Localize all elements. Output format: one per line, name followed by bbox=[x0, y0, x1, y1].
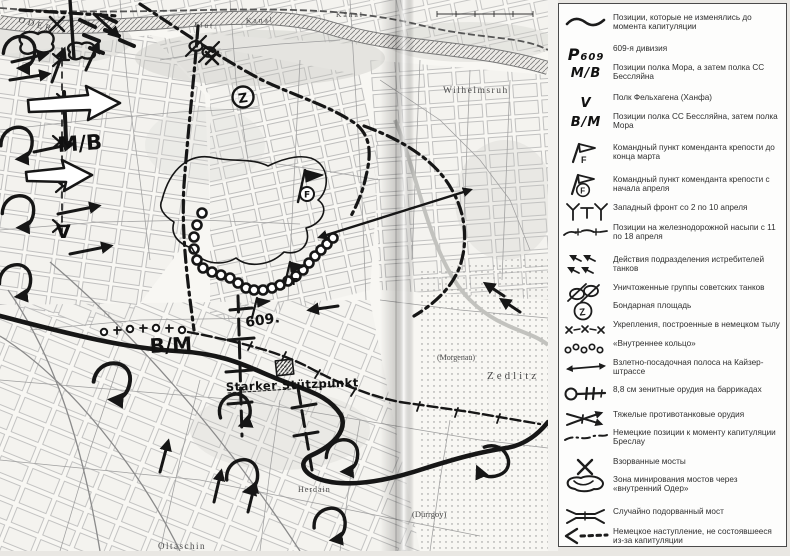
mine-zone-loop-icon bbox=[559, 472, 613, 498]
legend-symbol: Р609 bbox=[567, 44, 605, 64]
map-annotation-stuetzpunkt: Starker Stützpunkt bbox=[225, 375, 359, 394]
legend-label: Тяжелые противотанковые орудия bbox=[613, 410, 745, 419]
map-label-wilhelmsruh: Wilhelmsruh bbox=[443, 86, 509, 96]
legend-item-bessleyn-then-mohr bbox=[559, 109, 786, 135]
handwritten-bm-icon bbox=[559, 109, 613, 135]
small-arrows-icon bbox=[559, 252, 613, 278]
flag-letter: F bbox=[292, 277, 299, 288]
z-letter: Z bbox=[237, 90, 249, 108]
legend-item-railway-embankment bbox=[559, 220, 786, 246]
legend-item-canceled-offensive bbox=[559, 524, 786, 550]
dotted-arrow-icon bbox=[559, 524, 613, 550]
svg-text:F: F bbox=[580, 186, 586, 196]
flag-letter: F bbox=[304, 190, 311, 201]
legend-label: Бондарная площадь bbox=[613, 301, 692, 310]
legend-symbol: M/B bbox=[570, 65, 602, 81]
legend-label: Уничтоженные группы советских танков bbox=[613, 283, 765, 292]
map-label-flut: Flut. bbox=[193, 20, 219, 31]
legend-label: Позиции полка Мора, а затем полка СС Бессляйна bbox=[613, 63, 765, 82]
legend-label: Действия подразделения истребителей танков bbox=[613, 255, 765, 274]
page-margin bbox=[548, 0, 558, 551]
legend-label: Полк Фельхагена (Ханфа) bbox=[613, 93, 712, 102]
legend-label: Позиции полка СС Бессляйна, затем полка Мора bbox=[613, 112, 778, 131]
map-annotation-v: V bbox=[56, 221, 71, 243]
map-label-zedlitz: Zedlitz bbox=[487, 370, 540, 382]
legend-item-mohr-then-bessleyn bbox=[559, 60, 786, 86]
map-label-duerrgoy: (Dürrgoy) bbox=[412, 509, 447, 519]
wavy-line-icon bbox=[559, 10, 613, 36]
map-annotation-mb: M/B bbox=[56, 129, 103, 157]
legend-item-unchanged-positions bbox=[559, 10, 786, 36]
legend-label: Командный пункт коменданта крепости с начала апреля bbox=[613, 175, 770, 194]
double-arrow-icon bbox=[559, 355, 613, 381]
flag-f-circled-icon bbox=[559, 172, 613, 198]
legend-label: 609-я дивизия bbox=[613, 44, 668, 53]
legend-label: Позиции на железнодорожной насыпи с 11 по 18 апреля bbox=[613, 223, 776, 242]
legend-item-command-post-april bbox=[559, 172, 786, 198]
svg-text:Z: Z bbox=[578, 306, 587, 319]
aa-gun-icon bbox=[559, 382, 613, 408]
legend-label: Позиции, которые не изменялись до момента капитуляции bbox=[613, 13, 752, 32]
legend-item-tank-destroyers bbox=[559, 252, 786, 278]
map-label-oder: ODER bbox=[17, 14, 56, 34]
map-annotation-bm: B/M bbox=[149, 331, 193, 358]
legend-symbol: V bbox=[580, 95, 592, 111]
legend-item-command-post-march bbox=[559, 140, 786, 166]
handwritten-mb-icon bbox=[559, 60, 613, 86]
tick-dash-line-icon bbox=[559, 220, 613, 246]
legend-label: Взлетно-посадочная полоса на Кайзер-штрассе bbox=[613, 358, 764, 377]
map-label-oltaschin: Oltaschin bbox=[158, 541, 206, 551]
legend-label: 8,8 см зенитные орудия на баррикадах bbox=[613, 385, 762, 394]
map-annotation-609: 609. bbox=[244, 310, 281, 331]
map-label-kanal: Kanal bbox=[245, 15, 274, 25]
legend-item-mining-zone bbox=[559, 472, 786, 498]
dash-dot-line-icon bbox=[559, 425, 613, 451]
map-label-kanal-2: Kanal bbox=[336, 10, 364, 19]
legend-item-airstrip bbox=[559, 355, 786, 381]
map-label-morgenau: (Morgenau) bbox=[437, 353, 476, 362]
legend-label: Немецкие позиции к моменту капитуляции Бреслау bbox=[613, 428, 776, 447]
legend-label: Зона минирования мостов через «внутренний Одер» bbox=[613, 475, 738, 494]
book-fold bbox=[380, 0, 414, 551]
legend-panel bbox=[558, 3, 787, 547]
svg-text:F: F bbox=[581, 155, 587, 165]
legend-label: Случайно подорванный мост bbox=[613, 507, 724, 516]
bondarnaya-z-marker bbox=[233, 87, 254, 108]
legend-symbol: B/M bbox=[570, 114, 602, 130]
legend-label: Взорванные мосты bbox=[613, 457, 686, 466]
legend-item-aa-guns bbox=[559, 382, 786, 408]
legend-label: Командный пункт коменданта крепости до конца марта bbox=[613, 143, 775, 162]
legend-label: Западный фронт со 2 по 10 апреля bbox=[613, 203, 748, 212]
legend-label: Немецкое наступление, не состоявшееся из-за капитуляции bbox=[613, 527, 772, 546]
legend-label: Укрепления, построенные в немецком тылу bbox=[613, 320, 780, 329]
map-label-herdain: Herdain bbox=[298, 485, 331, 494]
legend-item-german-capitulation-positions bbox=[559, 425, 786, 451]
legend-label: «Внутреннее кольцо» bbox=[613, 339, 696, 348]
flag-f-icon bbox=[559, 140, 613, 166]
